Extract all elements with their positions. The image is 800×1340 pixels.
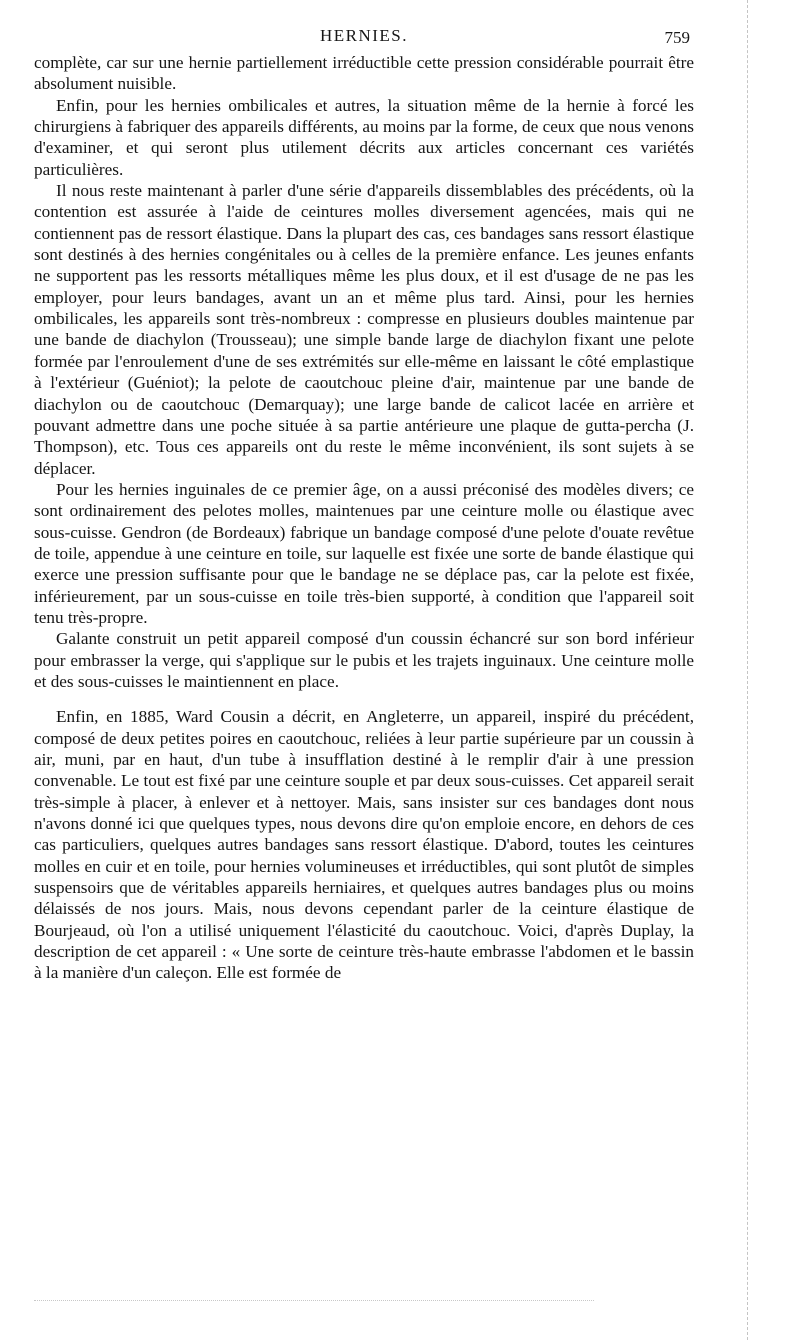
paragraph-hernies-inguinales: Pour les hernies inguinales de ce premier âge, on a aussi préconisé des modèles divers; ce sont ordinairement des pelotes molles, maintenues par une ceinture molle ou élastique avec sous-cuisse. Gendron (de Bordeaux) fabrique un bandage composé d'une pelote d'ouate revêtue de toile, appendue à une ceinture en toile, sur laquelle est fixée une sorte de bande élastique qui exerce une pression suffisante pour que le bandage ne se déplace pas, car la pelote est fixée, inférieurement, par un sous-cuisse en toile très-bien supporté, à condition que l'appareil soit tenu très-propre. [34, 479, 694, 627]
paragraph-ceintures-molles: Il nous reste maintenant à parler d'une série d'appareils dissemblables des précédents, où la contention est assurée à l'aide de ceintures molles diversement agencées, mais qui ne contiennent pas de ressort élastique. Dans la plupart des cas, ces bandages sans ressort élastique sont destinés à des hernies congénitales ou à celles de la première enfance. Les jeunes enfants ne supportent pas les ressorts métalliques même les plus doux, et il est d'usage de ne pas les employer, pour leurs bandages, avant un an et même plus tard. Ainsi, pour les hernies ombilicales, les appareils sont très-nombreux : compresse en plusieurs doubles maintenue par une bande de diachylon (Trousseau); une simple bande large de diachylon fixant une pelote formée par l'enroulement d'une de ses extrémités sur elle-même en laissant le côté emplastique à l'extérieur (Guéniot); la pelote de caoutchouc pleine d'air, maintenue par une bande de diachylon ou de caoutchouc (Demarquay); une large bande de calicot lacée en arrière et pouvant admettre dans une poche située à sa partie antérieure une plaque de gutta-percha (J. Thompson), etc. Tous ces appareils ont du reste le même inconvénient, ils sont sujets à se déplacer. [34, 181, 694, 478]
scan-bottom-artifact [34, 1300, 594, 1301]
body-text [34, 52, 694, 984]
page-number: 759 [664, 28, 690, 47]
running-head: HERNIES. [319, 26, 409, 45]
paragraph-ombilicales: Enfin, pour les hernies ombilicales et autres, la situation même de la hernie à forcé les chirurgiens à fabriquer des appareils différents, au moins par la forme, de ceux que nous venons d'examiner, et qui seront plus utilement décrits aux articles concernant ces variétés particulières. [34, 95, 694, 179]
paragraph-ward-cousin: Enfin, en 1885, Ward Cousin a décrit, en Angleterre, un appareil, inspiré du précédent, composé de deux petites poires en caoutchouc, reliées à leur partie supérieure par un coussin à air, muni, par en haut, d'un tube à insufflation destiné à le remplir d'air à une pression convenable. Le tout est fixé par une ceinture souple et par deux sous-cuisses. Cet appareil serait très-simple à placer, à enlever et à nettoyer. Mais, sans insister sur ces bandages dont nous n'avons donné ici que quelques types, nous devons dire qu'on emploie encore, en dehors de ces cas particuliers, quelques autres bandages sans ressort élastique. D'abord, toutes les ceintures molles en cuir et en toile, pour hernies volumineuses et irréductibles, qui sont plutôt de simples suspensoirs que de véritables appareils herniaires, et quelques autres bandages plus ou moins délaissés de nos jours. Mais, nous devons cependant parler de la ceinture élastique de Bourjeaud, où l'on a utilisé uniquement l'élasticité du caoutchouc. Voici, d'après Duplay, la description de cet appareil : « Une sorte de ceinture très-haute embrasse l'abdomen et le bassin à la manière d'un caleçon. Elle est formée de [34, 707, 694, 983]
paragraph-galante: Galante construit un petit appareil composé d'un coussin échancré sur son bord inférieur pour embrasser la verge, qui s'applique sur le pubis et les trajets inguinaux. Une ceinture molle et des sous-cuisses le maintiennent en place. [34, 629, 694, 691]
paragraph-continuation: complète, car sur une hernie partiellement irréductible cette pression considérable pourrait être absolument nuisible. [34, 53, 694, 94]
page-header [34, 26, 694, 50]
scan-margin-line [747, 0, 748, 1340]
